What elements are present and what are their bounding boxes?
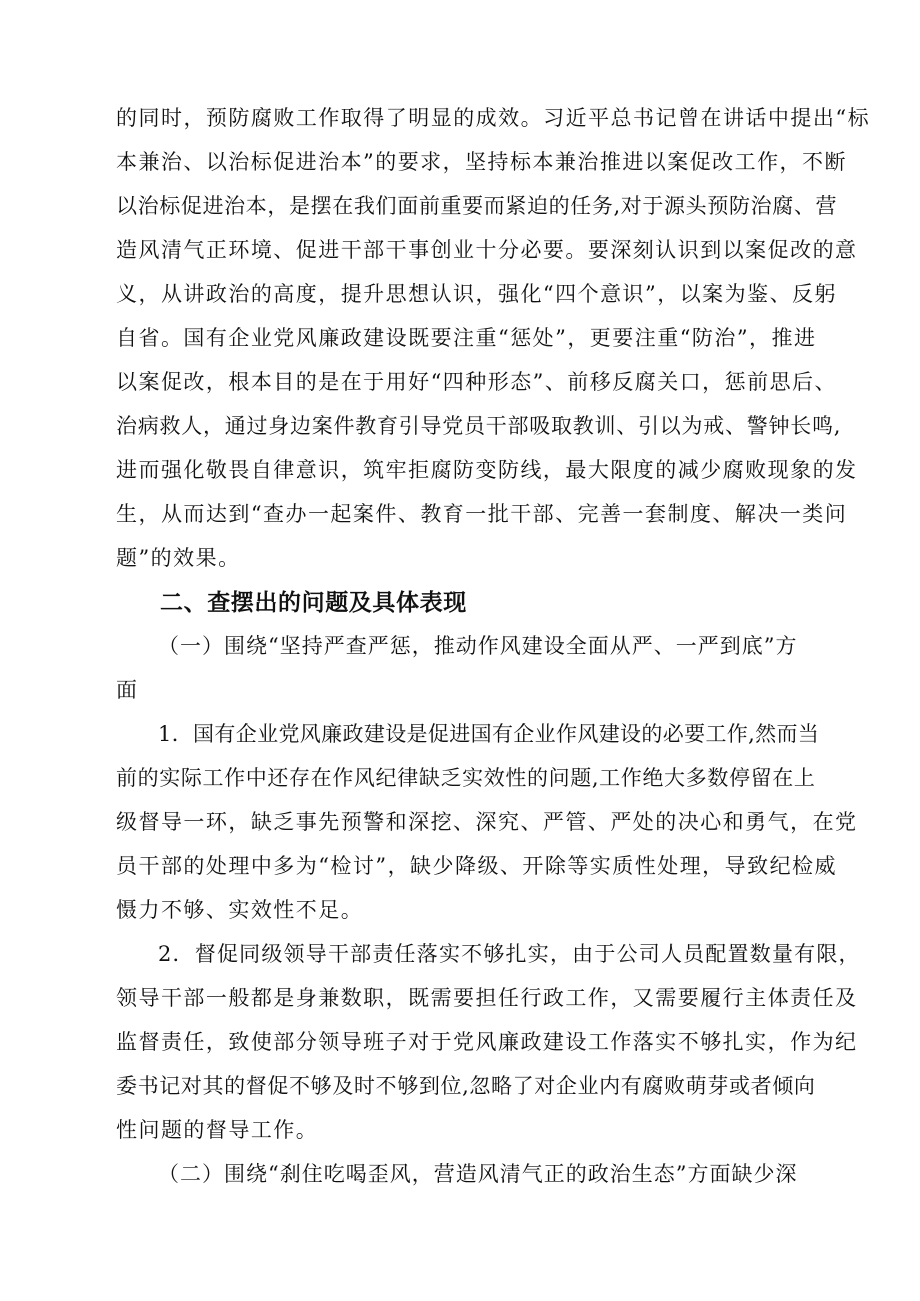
item-2-line-4: 委书记对其的督促不够及时不够到位,忽略了对企业内有腐败萌芽或者倾向 (116, 1074, 816, 1098)
intro-line-5: 义，从讲政治的高度，提升思想认识，强化“四个意识”，以案为鉴、反躬 (116, 282, 837, 306)
intro-line-6: 自省。国有企业党风廉政建设既要注重“惩处”，更要注重“防治”，推进 (116, 326, 817, 350)
item-1-line-1: 1．国有企业党风廉政建设是促进国有企业作风建设的必要工作,然而当 (158, 722, 820, 746)
item-2-line-1: 2．督促同级领导干部责任落实不够扎实，由于公司人员配置数量有限， (158, 942, 861, 966)
intro-line-10: 生，从而达到“查办一起案件、教育一批干部、完善一套制度、解决一类问 (116, 502, 848, 526)
item-1-line-2: 前的实际工作中还存在作风纪律缺乏实效性的问题,工作绝大多数停留在上 (116, 766, 816, 790)
item-1-line-3: 级督导一环，缺乏事先预警和深挖、深究、严管、严处的决心和勇气，在党 (116, 810, 858, 834)
item-1-line-5: 慑力不够、实效性不足。 (116, 898, 364, 922)
subsection-1-line-1: （一）围绕“坚持严查严惩，推动作风建设全面从严、一严到底”方 (158, 634, 798, 658)
subsection-1-line-2: 面 (116, 678, 137, 702)
section-heading: 二、查摆出的问题及具体表现 (160, 590, 467, 616)
intro-line-2: 本兼治、以治标促进治本”的要求，坚持标本兼治推进以案促改工作，不断 (116, 150, 847, 174)
intro-line-11: 题”的效果。 (116, 546, 241, 570)
subsection-2-line-1: （二）围绕“刹住吃喝歪风，营造风清气正的政治生态”方面缺少深 (158, 1162, 798, 1186)
intro-line-1: 的同时，预防腐败工作取得了明显的成效。习近平总书记曾在讲话中提出“标 (116, 106, 871, 130)
item-2-line-5: 性问题的督导工作。 (116, 1118, 319, 1142)
item-2-line-3: 监督责任，致使部分领导班子对于党风廉政建设工作落实不够扎实，作为纪 (116, 1030, 858, 1054)
intro-line-8: 治病救人，通过身边案件教育引导党员干部吸取教训、引以为戒、警钟长鸣, (116, 414, 842, 438)
item-1-line-4: 员干部的处理中多为“检讨”，缺少降级、开除等实质性处理，导致纪检威 (116, 854, 837, 878)
intro-line-7: 以案促改，根本目的是在于用好“四种形态”、前移反腐关口，惩前思后、 (116, 370, 837, 394)
intro-line-9: 进而强化敬畏自律意识，筑牢拒腐防变防线，最大限度的减少腐败现象的发 (116, 458, 858, 482)
intro-line-3: 以治标促进治本，是摆在我们面前重要而紧迫的任务,对于源头预防治腐、营 (116, 194, 838, 218)
intro-line-4: 造风清气正环境、促进干部干事创业十分必要。要深刻认识到以案促改的意 (116, 238, 858, 262)
item-2-line-2: 领导干部一般都是身兼数职，既需要担任行政工作，又需要履行主体责任及 (116, 986, 858, 1010)
